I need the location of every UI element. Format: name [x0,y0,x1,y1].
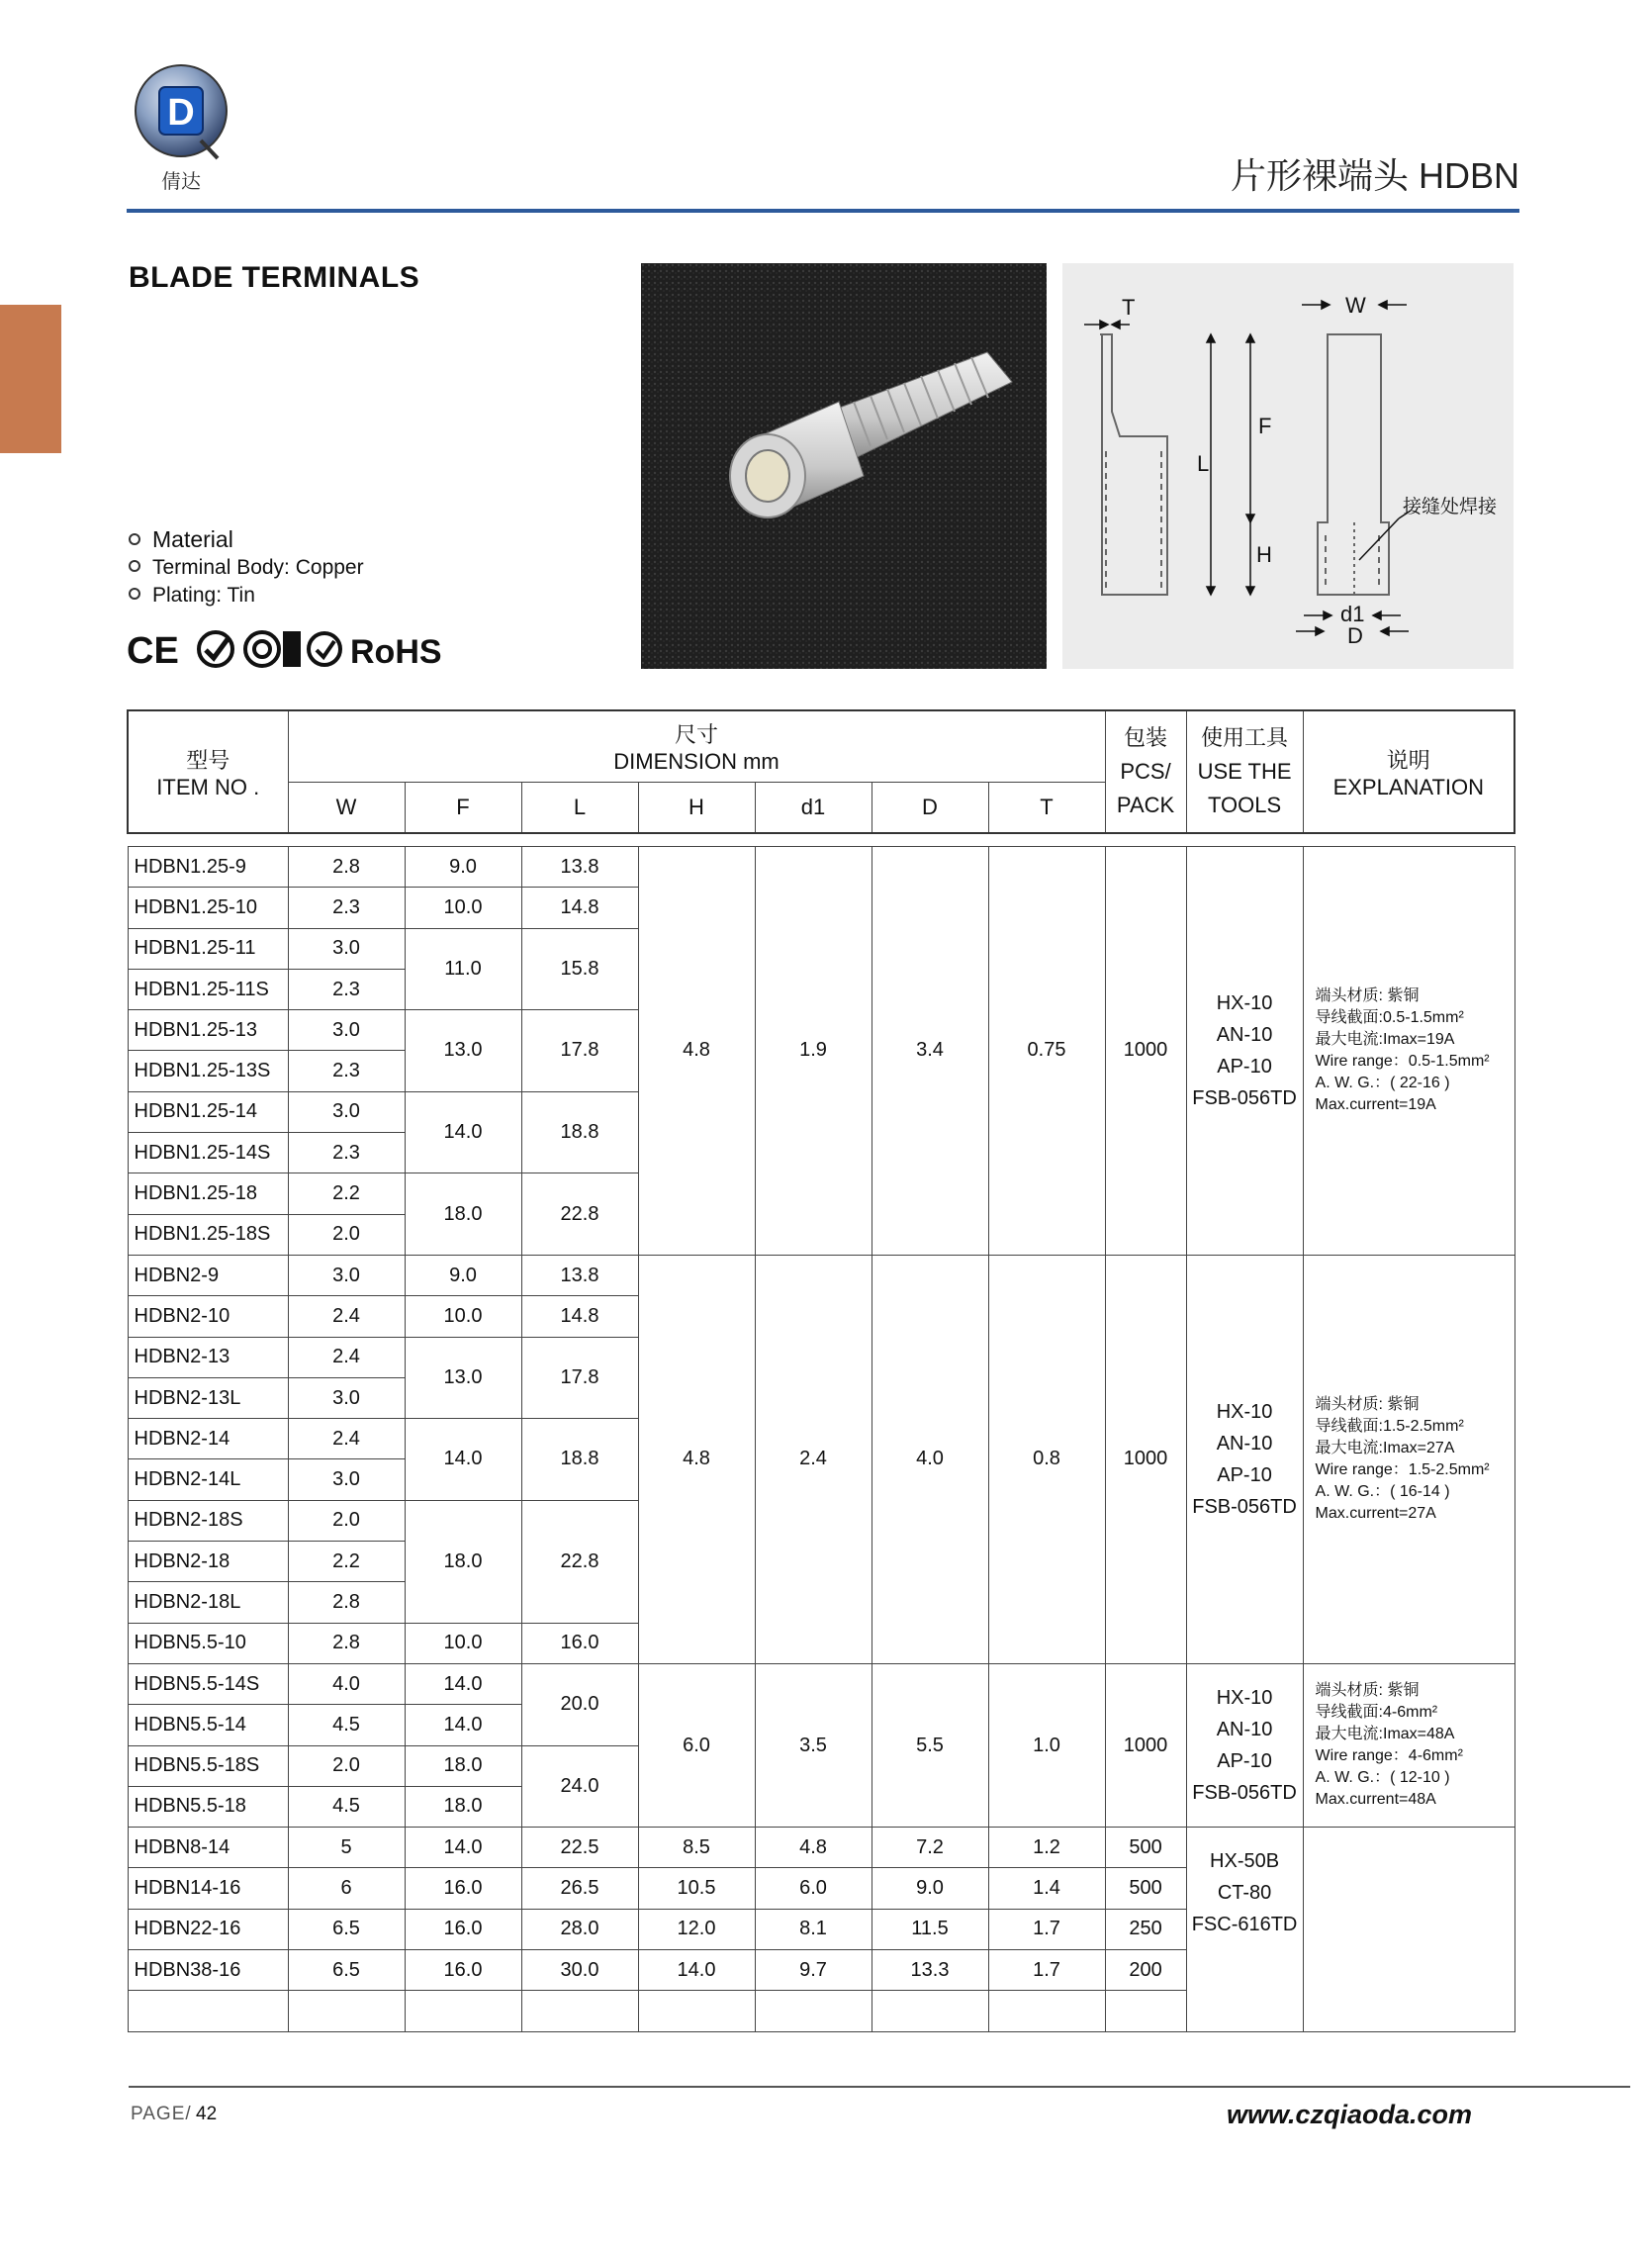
f-cell: 18.0 [405,1745,521,1786]
sgs-cert-icon [309,633,340,665]
w-cell: 3.0 [288,1255,405,1295]
w-cell: 2.2 [288,1173,405,1214]
table-row [128,1828,1514,1868]
w-cell: 2.8 [288,1623,405,1663]
h-cell: 4.8 [638,847,755,1256]
material-title: Material [129,526,233,553]
l-cell: 28.0 [521,1909,638,1949]
item-cell: HDBN5.5-14 [128,1705,288,1745]
empty-cell [872,1991,988,2031]
item-cell: HDBN1.25-18 [128,1173,288,1214]
dimension-diagram [1062,263,1514,669]
empty-cell [521,1991,638,2031]
item-cell: HDBN1.25-13 [128,1010,288,1051]
t-cell: 1.7 [988,1909,1105,1949]
d-cell: 11.5 [872,1909,988,1949]
w-cell: 5 [288,1828,405,1868]
material-plating: Plating: Tin [129,584,255,608]
f-cell: 14.0 [405,1419,521,1501]
l-cell: 30.0 [521,1950,638,1991]
pack-cell: 500 [1105,1828,1186,1868]
ce-mark: CE [127,630,179,672]
item-cell: HDBN22-16 [128,1909,288,1949]
f-cell: 18.0 [405,1173,521,1256]
empty-cell [405,1991,521,2031]
l-cell: 17.8 [521,1010,638,1092]
item-cell: HDBN2-10 [128,1296,288,1337]
header-dimension: 尺寸 DIMENSION mm [288,710,1105,782]
item-cell: HDBN1.25-14 [128,1091,288,1132]
w-cell: 2.3 [288,888,405,928]
header-col-d: D [872,782,988,833]
l-cell: 13.8 [521,847,638,888]
f-cell: 9.0 [405,847,521,888]
f-cell: 9.0 [405,1255,521,1295]
item-cell: HDBN2-14L [128,1459,288,1500]
item-cell: HDBN2-18L [128,1582,288,1623]
header-divider [127,209,1519,213]
pack-cell: 1000 [1105,1255,1186,1663]
d1-cell: 4.8 [755,1828,872,1868]
item-cell: HDBN1.25-9 [128,847,288,888]
w-cell: 2.3 [288,1051,405,1091]
page-title: 片形裸端头 HDBN [1230,155,1519,196]
pack-cell: 1000 [1105,1663,1186,1827]
t-cell: 1.4 [988,1868,1105,1909]
explanation-cell: 端头材质: 紫铜 导线截面:4-6mm² 最大电流:Imax=48A Wire range：4-6mm² A. W. G.：( 12-10 ) Max.current=48A [1303,1663,1514,1827]
w-cell: 2.4 [288,1337,405,1377]
d-cell: 13.3 [872,1950,988,1991]
f-cell: 16.0 [405,1868,521,1909]
w-cell: 6.5 [288,1950,405,1991]
header-col-f: F [405,782,521,833]
logo-letter: D [167,92,195,134]
l-cell: 14.8 [521,888,638,928]
item-cell: HDBN5.5-18S [128,1745,288,1786]
dim-label-w: W [1345,293,1366,318]
tools-cell: HX-10 AN-10 AP-10 FSB-056TD [1186,847,1303,1256]
website-link[interactable]: www.czqiaoda.com [1227,2100,1473,2129]
f-cell: 14.0 [405,1828,521,1868]
l-cell: 16.0 [521,1623,638,1663]
f-cell: 13.0 [405,1010,521,1092]
empty-cell [1105,1991,1186,2031]
d1-cell: 1.9 [755,847,872,1256]
d1-cell: 8.1 [755,1909,872,1949]
t-cell: 1.0 [988,1663,1105,1827]
h-cell: 14.0 [638,1950,755,1991]
w-cell: 3.0 [288,1459,405,1500]
page-number: 42 [196,2104,218,2124]
t-cell: 0.75 [988,847,1105,1256]
f-cell: 14.0 [405,1091,521,1173]
w-cell: 2.0 [288,1745,405,1786]
w-cell: 2.8 [288,1582,405,1623]
f-cell: 18.0 [405,1500,521,1623]
bullet-icon [129,560,140,572]
item-cell: HDBN38-16 [128,1950,288,1991]
side-tab-marker [0,305,61,453]
w-cell: 4.5 [288,1786,405,1827]
item-cell: HDBN5.5-14S [128,1663,288,1704]
d-cell: 4.0 [872,1255,988,1663]
dim-label-l: L [1197,451,1210,476]
h-cell: 8.5 [638,1828,755,1868]
dim-label-d: D [1347,623,1363,648]
f-cell: 16.0 [405,1950,521,1991]
w-cell: 2.4 [288,1296,405,1337]
dim-label-h: H [1256,542,1272,567]
d1-cell: 9.7 [755,1950,872,1991]
f-cell: 16.0 [405,1909,521,1949]
item-cell: HDBN14-16 [128,1868,288,1909]
w-cell: 6.5 [288,1909,405,1949]
dim-label-t: T [1122,295,1136,320]
spec-table-wrapper [127,709,1514,2032]
d1-cell: 6.0 [755,1868,872,1909]
w-cell: 3.0 [288,928,405,969]
bullet-icon [129,588,140,600]
d-cell: 3.4 [872,847,988,1256]
material-body: Terminal Body: Copper [129,556,364,580]
f-cell: 10.0 [405,1623,521,1663]
pack-cell: 250 [1105,1909,1186,1949]
t-cell: 1.2 [988,1828,1105,1868]
certification-marks [127,623,493,673]
w-cell: 6 [288,1868,405,1909]
l-cell: 20.0 [521,1663,638,1745]
d-cell: 7.2 [872,1828,988,1868]
w-cell: 2.8 [288,847,405,888]
spec-table [127,709,1515,2032]
f-cell: 18.0 [405,1786,521,1827]
header-col-t: T [988,782,1105,833]
d1-cell: 2.4 [755,1255,872,1663]
l-cell: 17.8 [521,1337,638,1419]
item-cell: HDBN8-14 [128,1828,288,1868]
f-cell: 11.0 [405,928,521,1010]
l-cell: 18.8 [521,1419,638,1501]
item-cell: HDBN1.25-13S [128,1051,288,1091]
explanation-cell: 端头材质: 紫铜 导线截面:0.5-1.5mm² 最大电流:Imax=19A Wire range：0.5-1.5mm² A. W. G.：( 22-16 ) Max.current=19A [1303,847,1514,1256]
w-cell: 3.0 [288,1377,405,1418]
item-cell: HDBN1.25-11 [128,928,288,969]
d1-cell: 3.5 [755,1663,872,1827]
tools-cell: HX-50B CT-80 FSC-616TD [1186,1828,1303,2031]
dim-label-d1: d1 [1340,602,1365,626]
w-cell: 2.3 [288,1133,405,1173]
header-pack: 包装 PCS/ PACK [1105,710,1186,833]
f-cell: 10.0 [405,888,521,928]
l-cell: 24.0 [521,1745,638,1828]
check-cert-icon [199,632,232,666]
item-cell: HDBN5.5-10 [128,1623,288,1663]
header-explanation: 说明 EXPLANATION [1303,710,1514,833]
section-title: BLADE TERMINALS [129,261,420,294]
item-cell: HDBN1.25-14S [128,1133,288,1173]
item-cell: HDBN5.5-18 [128,1786,288,1827]
w-cell: 2.2 [288,1542,405,1582]
f-cell: 13.0 [405,1337,521,1419]
item-cell: HDBN2-9 [128,1255,288,1295]
l-cell: 22.8 [521,1500,638,1623]
l-cell: 26.5 [521,1868,638,1909]
empty-cell [128,1991,288,2031]
w-cell: 3.0 [288,1010,405,1051]
h-cell: 10.5 [638,1868,755,1909]
item-cell: HDBN2-18 [128,1542,288,1582]
t-cell: 0.8 [988,1255,1105,1663]
spec-table-body [128,833,1514,2031]
item-cell: HDBN2-13 [128,1337,288,1377]
header-col-l: L [521,782,638,833]
w-cell: 2.3 [288,969,405,1009]
table-row [128,1663,1514,1704]
w-cell: 4.5 [288,1705,405,1745]
h-cell: 4.8 [638,1255,755,1663]
w-cell: 4.0 [288,1663,405,1704]
page-label: PAGE/ [131,2104,192,2124]
header-item-no: 型号 ITEM NO . [128,710,288,833]
dim-label-f: F [1258,414,1272,438]
l-cell: 15.8 [521,928,638,1010]
f-cell: 14.0 [405,1705,521,1745]
empty-cell [755,1991,872,2031]
d-cell: 9.0 [872,1868,988,1909]
h-cell: 12.0 [638,1909,755,1949]
item-cell: HDBN1.25-11S [128,969,288,1009]
w-cell: 2.0 [288,1214,405,1255]
header-col-h: H [638,782,755,833]
h-cell: 6.0 [638,1663,755,1827]
l-cell: 22.5 [521,1828,638,1868]
w-cell: 2.0 [288,1500,405,1541]
header-col-d1: d1 [755,782,872,833]
w-cell: 3.0 [288,1091,405,1132]
pack-cell: 200 [1105,1950,1186,1991]
pack-cell: 1000 [1105,847,1186,1256]
l-cell: 13.8 [521,1255,638,1295]
item-cell: HDBN1.25-10 [128,888,288,928]
item-cell: HDBN1.25-18S [128,1214,288,1255]
seam-note: 接缝处焊接 [1403,496,1498,517]
header-col-w: W [288,782,405,833]
l-cell: 18.8 [521,1091,638,1173]
explanation-cell-empty [1303,1828,1514,2031]
f-cell: 14.0 [405,1663,521,1704]
empty-cell [988,1991,1105,2031]
item-cell: HDBN2-14 [128,1419,288,1459]
t-cell: 1.7 [988,1950,1105,1991]
l-cell: 22.8 [521,1173,638,1256]
tools-cell: HX-10 AN-10 AP-10 FSB-056TD [1186,1663,1303,1827]
footer-divider [129,2086,1630,2088]
explanation-cell: 端头材质: 紫铜 导线截面:1.5-2.5mm² 最大电流:Imax=27A Wire range：1.5-2.5mm² A. W. G.：( 16-14 ) Max.current=27A [1303,1255,1514,1663]
table-row [128,1255,1514,1295]
empty-cell [288,1991,405,2031]
header-tools: 使用工具 USE THE TOOLS [1186,710,1303,833]
tools-cell: HX-10 AN-10 AP-10 FSB-056TD [1186,1255,1303,1663]
product-photo [641,263,1047,669]
l-cell: 14.8 [521,1296,638,1337]
bullet-icon [129,533,140,545]
w-cell: 2.4 [288,1419,405,1459]
logo-caption: 倩达 [161,169,201,193]
f-cell: 10.0 [405,1296,521,1337]
empty-cell [638,1991,755,2031]
company-logo [127,61,235,200]
quality-cert-icon [245,631,301,667]
pack-cell: 500 [1105,1868,1186,1909]
table-row [128,847,1514,888]
item-cell: HDBN2-18S [128,1500,288,1541]
rohs-mark: RoHS [350,633,442,671]
item-cell: HDBN2-13L [128,1377,288,1418]
d-cell: 5.5 [872,1663,988,1827]
